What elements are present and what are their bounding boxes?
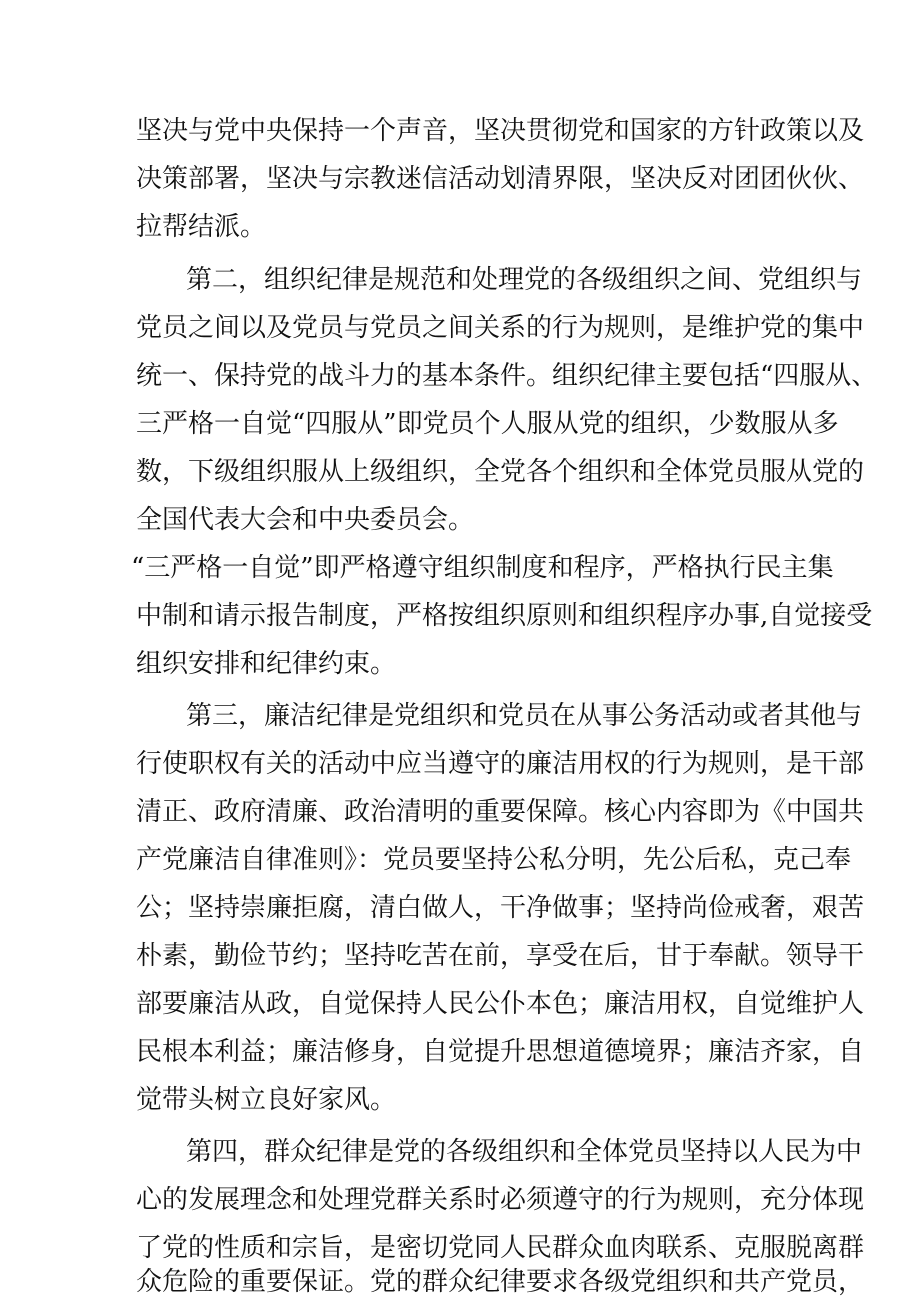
text-line: 朴素，勤俭节约；坚持吃苦在前，享受在后，甘于奉献。领导干 — [136, 941, 865, 971]
text-line: 觉带头树立良好家风。 — [136, 1085, 397, 1115]
paragraph-first-line: 第三，廉洁纪律是党组织和党员在从事公务活动或者其他与 — [186, 701, 863, 731]
text-line: 公；坚持崇廉拒腐，清白做人，干净做事；坚持尚俭戒奢，艰苦 — [136, 893, 865, 923]
text-line: 坚决与党中央保持一个声音，坚决贯彻党和国家的方针政策以及 — [136, 116, 865, 146]
text-line: 产党廉洁自律准则》：党员要坚持公私分明，先公后私，克己奉 — [136, 845, 852, 875]
text-line: 统一、保持党的战斗力的基本条件。组织纪律主要包括“四服从、 — [136, 361, 878, 391]
text-line: 行使职权有关的活动中应当遵守的廉洁用权的行为规则，是干部 — [136, 749, 865, 779]
paragraph-first-line: 第四，群众纪律是党的各级组织和全体党员坚持以人民为中 — [186, 1137, 863, 1167]
text-line: 三严格一自觉“四服从”即党员个人服从党的组织，少数服从多 — [136, 409, 839, 439]
text-line: 数，下级组织服从上级组织，全党各个组织和全体党员服从党的 — [136, 457, 865, 487]
text-line: “三严格一自觉”即严格遵守组织制度和程序，严格执行民主集 — [131, 553, 834, 583]
text-line: 了党的性质和宗旨，是密切党同人民群众血肉联系、克服脱离群 — [136, 1233, 865, 1263]
text-line: 全国代表大会和中央委员会。 — [136, 505, 475, 535]
text-line: 中制和请示报告制度，严格按组织原则和组织程序办事,自觉接受 — [136, 601, 873, 631]
text-line: 众危险的重要保证。党的群众纪律要求各级党组织和共产党员， — [136, 1267, 865, 1297]
text-line: 决策部署，坚决与宗教迷信活动划清界限，坚决反对团团伙伙、 — [136, 164, 865, 194]
text-line: 拉帮结派。 — [136, 212, 267, 242]
text-line: 民根本利益；廉洁修身，自觉提升思想道德境界；廉洁齐家，自 — [136, 1037, 865, 1067]
text-line: 组织安排和纪律约束。 — [136, 649, 397, 679]
text-line: 党员之间以及党员与党员之间关系的行为规则，是维护党的集中 — [136, 313, 865, 343]
text-line: 心的发展理念和处理党群关系时必须遵守的行为规则，充分体现 — [136, 1185, 865, 1215]
text-line: 清正、政府清廉、政治清明的重要保障。核心内容即为《中国共 — [136, 797, 865, 827]
text-line: 部要廉洁从政，自觉保持人民公仆本色；廉洁用权，自觉维护人 — [136, 989, 865, 1019]
paragraph-first-line: 第二，组织纪律是规范和处理党的各级组织之间、党组织与 — [186, 265, 863, 295]
